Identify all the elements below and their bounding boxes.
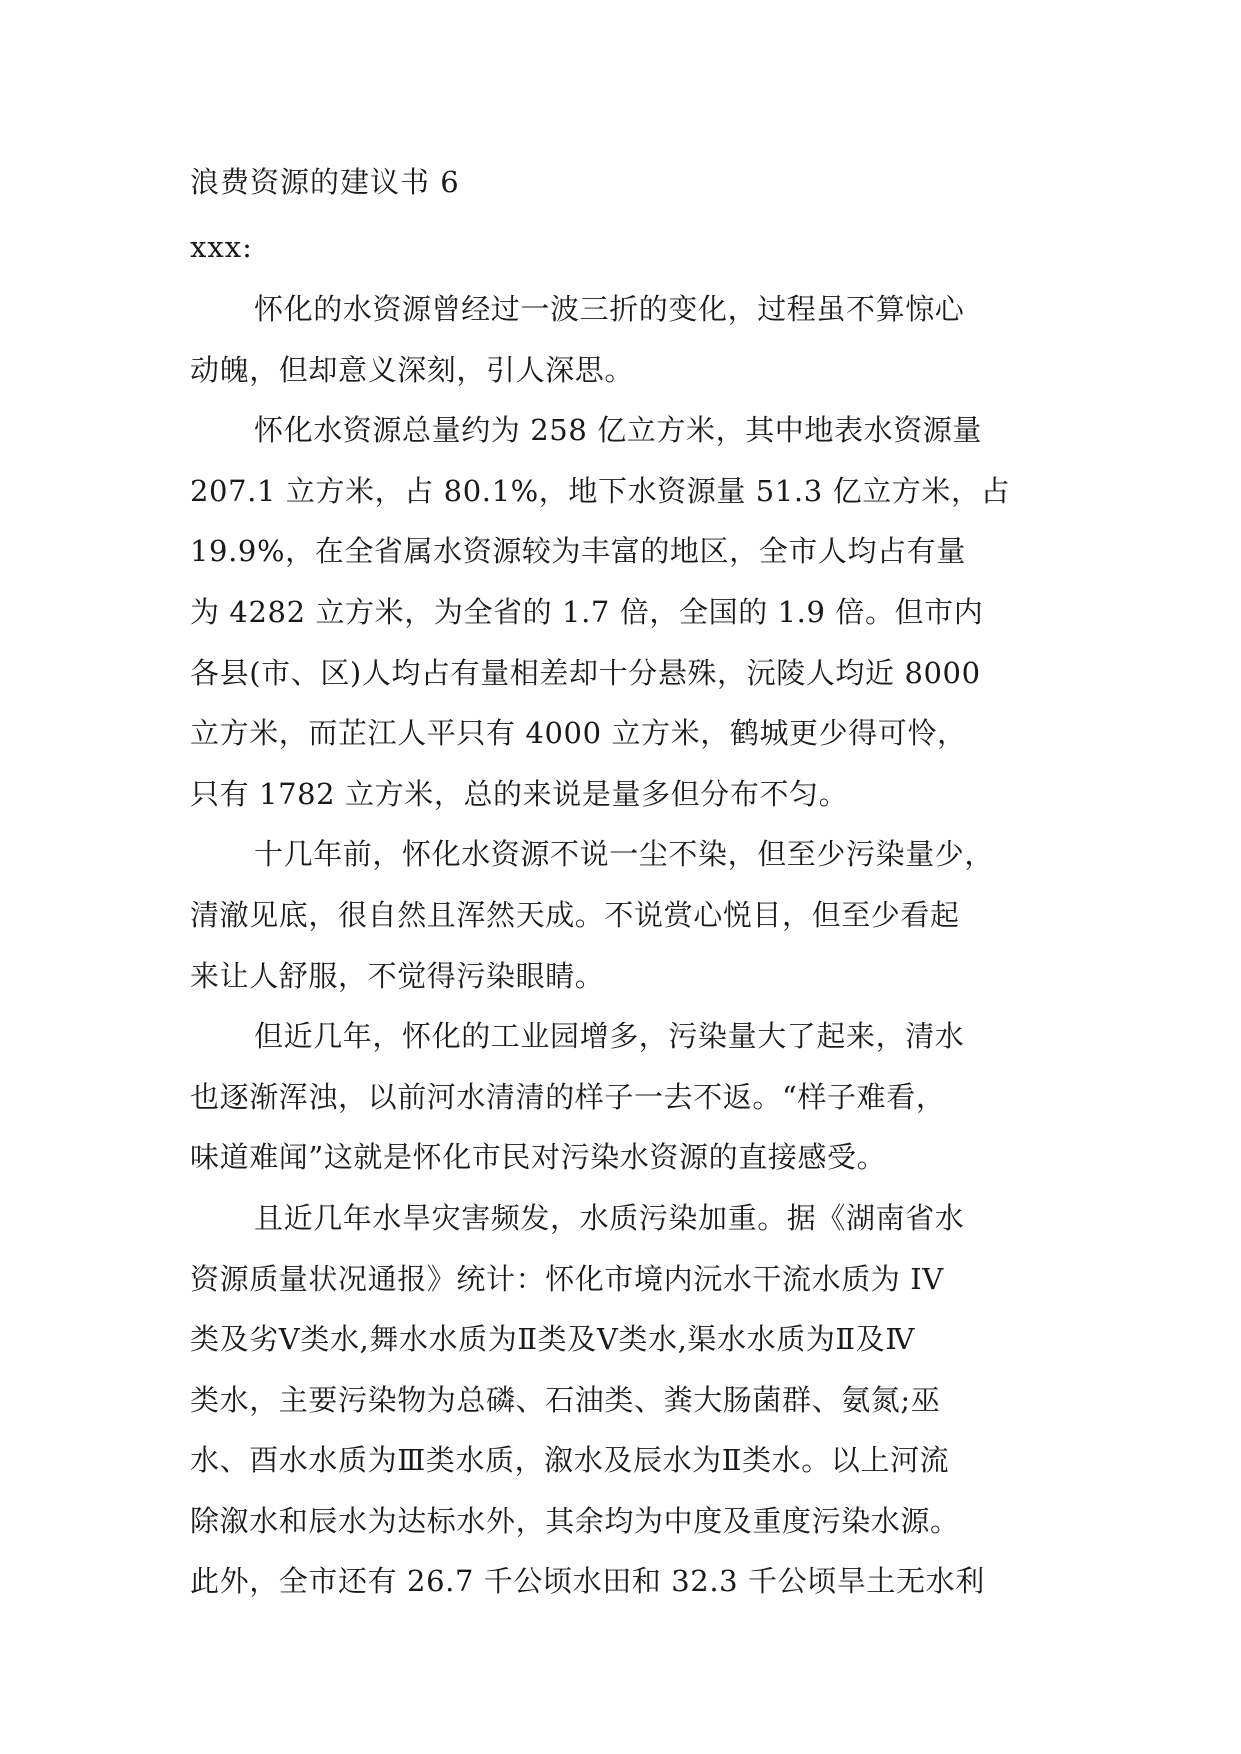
paragraph-line: 除溆水和辰水为达标水外，其余均为中度及重度污染水源。: [190, 1503, 960, 1538]
paragraph-line: 清澈见底，很自然且浑然天成。不说赏心悦目，但至少看起: [190, 897, 960, 932]
paragraph: [190, 824, 1070, 1006]
document-body: [190, 279, 1070, 1612]
paragraph-line: 也逐渐浑浊，以前河水清清的样子一去不返。“样子难看，: [190, 1079, 946, 1114]
paragraph-line: 来让人舒服，不觉得污染眼睛。: [190, 958, 605, 993]
paragraph-line: 味道难闻”这就是怀化市民对污染水资源的直接感受。: [190, 1140, 887, 1175]
salutation: xxx:: [190, 230, 253, 264]
paragraph: [190, 400, 1070, 824]
paragraph-line: 各县(市、区)人均占有量相差却十分悬殊，沅陵人均近 8000: [190, 655, 981, 690]
paragraph-line: 此外，全市还有 26.7 千公顷水田和 32.3 千公顷旱土无水利: [190, 1564, 985, 1599]
paragraph-line: 水、酉水水质为Ⅲ类水质，溆水及辰水为Ⅱ类水。以上河流: [190, 1443, 950, 1478]
paragraph-line: 207.1 立方米，占 80.1%，地下水资源量 51.3 亿立方米，占: [190, 473, 1011, 508]
paragraph-line: 只有 1782 立方米，总的来说是量多但分布不匀。: [190, 776, 849, 811]
paragraph-line: 怀化水资源总量约为 258 亿立方米，其中地表水资源量: [254, 413, 982, 448]
paragraph: [190, 1188, 1070, 1612]
paragraph-line: 类水，主要污染物为总磷、石油类、粪大肠菌群、氨氮;巫: [190, 1382, 941, 1417]
paragraph-line: 怀化的水资源曾经过一波三折的变化，过程虽不算惊心: [254, 292, 965, 326]
paragraph-line: 为 4282 立方米，为全省的 1.7 倍，全国的 1.9 倍。但市内: [190, 594, 984, 629]
paragraph-line: 十几年前，怀化水资源不说一尘不染，但至少污染量少，: [254, 837, 995, 872]
document-title: 浪费资源的建议书 6: [190, 165, 460, 199]
paragraph-line: 19.9%，在全省属水资源较为丰富的地区，全市人均占有量: [190, 534, 966, 569]
paragraph-line: 立方米，而芷江人平只有 4000 立方米，鹤城更少得可怜，: [190, 716, 967, 751]
paragraph-line: 动魄，但却意义深刻，引人深思。: [190, 352, 635, 387]
paragraph-line: 类及劣Ⅴ类水,舞水水质为Ⅱ类及Ⅴ类水,渠水水质为Ⅱ及Ⅳ: [190, 1322, 915, 1357]
paragraph: [190, 279, 1070, 400]
paragraph-line: 但近几年，怀化的工业园增多，污染量大了起来，清水: [254, 1019, 965, 1054]
paragraph-line: 资源质量状况通报》统计：怀化市境内沅水干流水质为 IV: [190, 1261, 944, 1296]
paragraph: [190, 1006, 1070, 1188]
paragraph-line: 且近几年水旱灾害频发，水质污染加重。据《湖南省水: [254, 1200, 965, 1235]
